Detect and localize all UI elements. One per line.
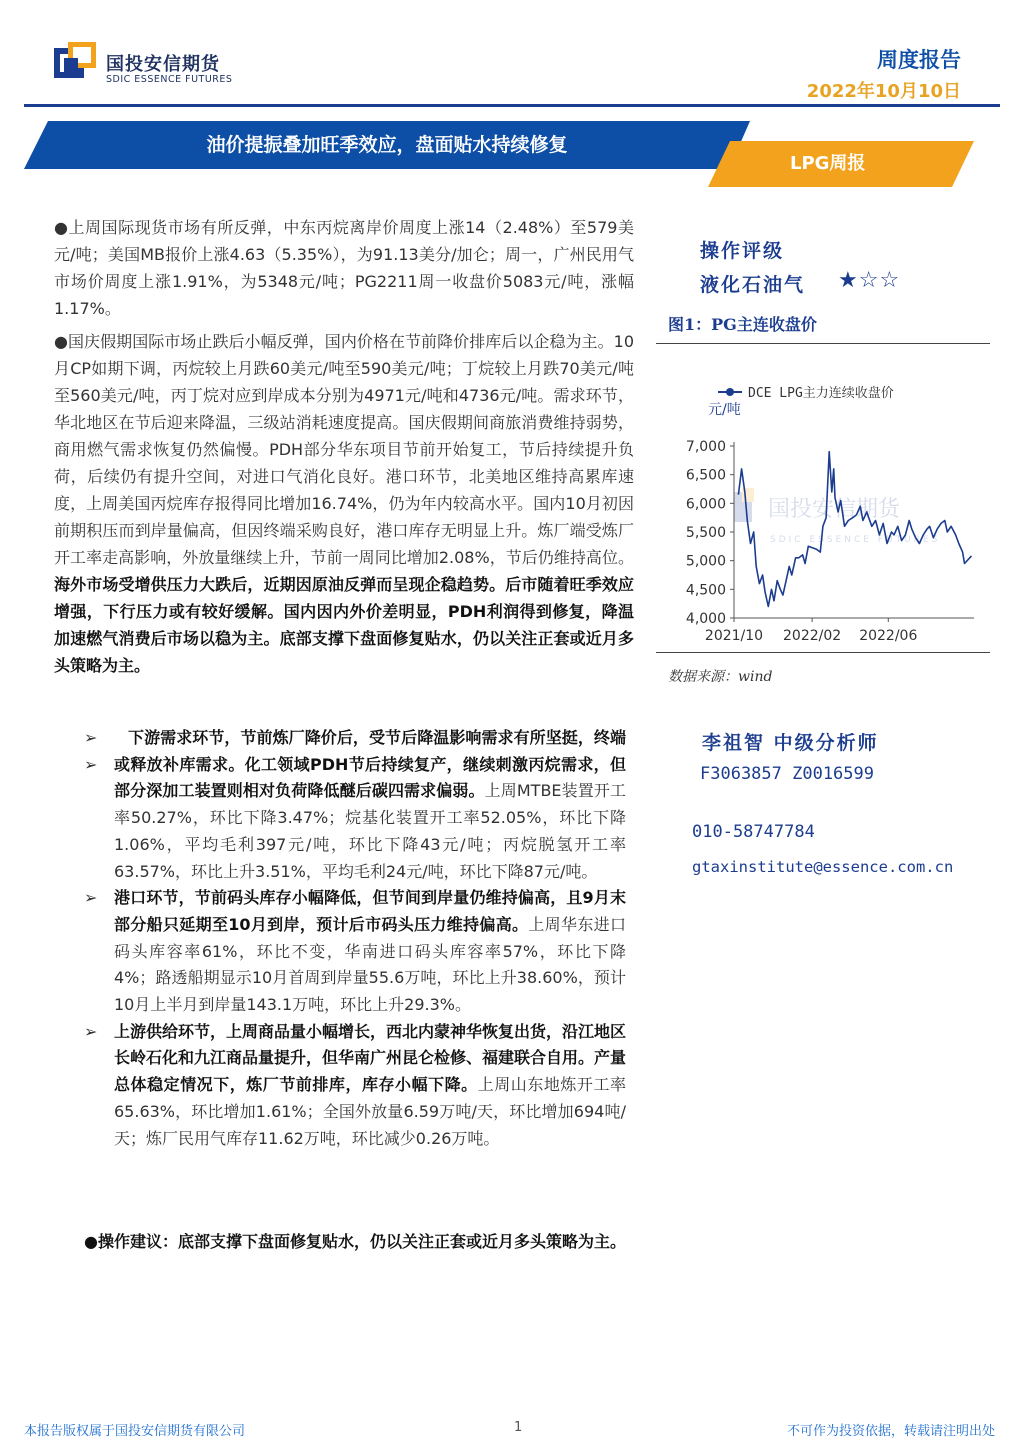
header-divider (24, 104, 1000, 107)
company-name-cn: 国投安信期货 (106, 54, 220, 75)
bullet-detail: 上周华东进口码头库容率61%，环比不变，华南进口码头库容率57%，环比下降4%；路透船期显示10月首周到岸量55.6万吨，环比上升38.60%，预计10月上半月到岸量143.1万吨，环比上升29.3%。 (114, 914, 626, 1015)
figure-divider-top (656, 343, 990, 344)
chart-watermark (734, 488, 940, 545)
legend-marker (726, 388, 734, 396)
figure-divider-bottom (656, 652, 990, 653)
report-type: 周度报告 (877, 48, 961, 72)
chart-legend (718, 385, 894, 401)
rating-stars-icon: ★☆☆ (838, 268, 901, 293)
x-tick-label: 2022/02 (783, 628, 842, 644)
rating-heading: 操作评级 (700, 240, 785, 262)
price-line-chart (656, 346, 990, 650)
footer-copyright: 本报告版权属于国投安信期货有限公司 (24, 1424, 246, 1439)
analysis-conclusion: 海外市场受增供压力大跌后，近期因原油反弹而呈现企稳趋势。后市随着旺季效应增强，下行压力或有较好缓解。国内因内外价差明显，PDH利润得到修复，降温加速燃气消费后市场以稳为主。底部支撑下盘面修复贴水，仍以关注正套或近月多头策略为主。 (54, 575, 634, 675)
company-logo (54, 42, 96, 82)
list-item (84, 885, 626, 1019)
bullet-list (84, 725, 626, 1152)
watermark-text-en: SDIC ESSENCE FUTURES (770, 535, 941, 545)
summary-paragraph: ●上周国际现货市场有所反弹，中东丙烷离岸价周度上涨14（2.48%）至579美元/吨；美国MB报价上涨4.63（5.35%），为91.13美分/加仑；周一，广州民用气市场价周度上涨1.91%，为5348元/吨；PG2211周一收盘价5083元/吨，涨幅1.17%。 (54, 218, 634, 318)
company-name-en: SDIC ESSENCE FUTURES (106, 74, 233, 85)
bullet-detail: 上周MTBE装置开工率50.27%，环比下降3.47%；烷基化装置开工率52.05%，环比下降1.06%，平均毛利397元/吨，环比下降43元/吨；丙烷脱氢开工率63.57%，环比上升3.51%，平均毛利24元/吨，环比下降87元/吨。 (114, 781, 626, 881)
y-axis-label: 元/吨 (708, 402, 741, 418)
y-tick-label: 6,500 (685, 467, 726, 484)
page-number: 1 (514, 1420, 523, 1435)
arrow-bullet-icon: ➢ (84, 1021, 98, 1041)
section-label: LPG周报 (790, 153, 866, 174)
x-tick-label: 2022/06 (859, 628, 918, 644)
figure-title: 图1：PG主连收盘价 (668, 315, 817, 334)
report-title: 油价提振叠加旺季效应，盘面贴水持续修复 (206, 134, 568, 156)
contact-email[interactable]: gtaxinstitute@essence.com.cn (692, 858, 954, 876)
analyst-license: F3063857 Z0016599 (700, 764, 874, 784)
y-tick-label: 6,000 (685, 496, 726, 513)
y-tick-label: 4,000 (685, 611, 726, 627)
data-source: 数据来源：wind (668, 669, 773, 685)
analysis-text: ●国庆假期国际市场止跌后小幅反弹，国内价格在节前降价排库后以企稳为主。10月CP如期下调，丙烷较上月跌60美元/吨至590美元/吨；丁烷较上月跌70美元/吨至560美元/吨，丙丁烷对应到岸成本分别为4971元/吨和4736元/吨。需求环节，华北地区在节后迎来降温，三级站消耗速度提高。国庆假期间商旅消费维持弱势，商用燃气需求恢复仍然偏慢。PDH部分华东项目节前开始复工，节后持续提升负荷，后续仍有提升空间，对进口气消化良好。港口环节，北美地区维持高累库速度，上周美国丙烷库存报得同比增加16.74%，仍为年内较高水平。国内10月初因前期积压而到岸量偏高，但因终端采购良好，港口库存无明显上升。炼厂端受炼厂开工率走高影响，外放量继续上升，节前一周同比增加2.08%，节后仍维持高位。 (54, 332, 634, 567)
y-tick-label: 7,000 (685, 439, 726, 455)
watermark-text-cn: 国投安信期货 (768, 497, 901, 522)
list-item (84, 725, 626, 885)
footer-disclaimer: 不可作为投资依据，转载请注明出处 (786, 1424, 995, 1439)
arrow-bullet-icon: ➢ ➢ (84, 728, 98, 774)
legend-label: DCE LPG主力连续收盘价 (748, 386, 894, 401)
analysis-paragraph (54, 328, 634, 679)
y-tick-label: 4,500 (685, 582, 726, 599)
analyst-name: 李祖智 中级分析师 (702, 732, 879, 754)
bullet-headline: 上游供给环节，上周商品量小幅增长，西北内蒙神华恢复出货，沿江地区长岭石化和九江商品量提升，但华南广州昆仑检修、福建联合自用。产量总体稳定情况下，炼厂节前排库，库存小幅下降。 (114, 1021, 627, 1095)
series-line (738, 452, 971, 607)
rating-product: 液化石油气 (700, 274, 806, 296)
arrow-bullet-icon: ➢ (84, 888, 98, 908)
y-tick-label: 5,500 (685, 525, 726, 541)
y-tick-label: 5,000 (685, 553, 726, 570)
bullet-detail: 上周山东地炼开工率65.63%，环比增加1.61%；全国外放量6.59万吨/天，环比增加694吨/天；炼厂民用气库存11.62万吨，环比减少0.26万吨。 (114, 1075, 626, 1148)
contact-phone: 010-58747784 (692, 822, 815, 842)
list-item (84, 1019, 626, 1153)
bullet-headline: 港口环节，节前码头库存小幅降低，但节间到岸量仍维持偏高，且9月末部分船只延期至10月到岸，预计后市码头压力维持偏高。 (114, 888, 626, 934)
bullet-headline: 下游需求环节，节前炼厂降价后，受节后降温影响需求有所坚挺，终端或释放补库需求。化工领域PDH节后持续复产，继续刺激丙烷需求，但部分深加工装置则相对负荷降低醚后碳四需求偏弱。 (114, 728, 626, 801)
trading-advice: ●操作建议：底部支撑下盘面修复贴水，仍以关注正套或近月多头策略为主。 (84, 1232, 626, 1251)
report-date: 2022年10月10日 (806, 81, 961, 102)
x-tick-label: 2021/10 (704, 628, 764, 644)
